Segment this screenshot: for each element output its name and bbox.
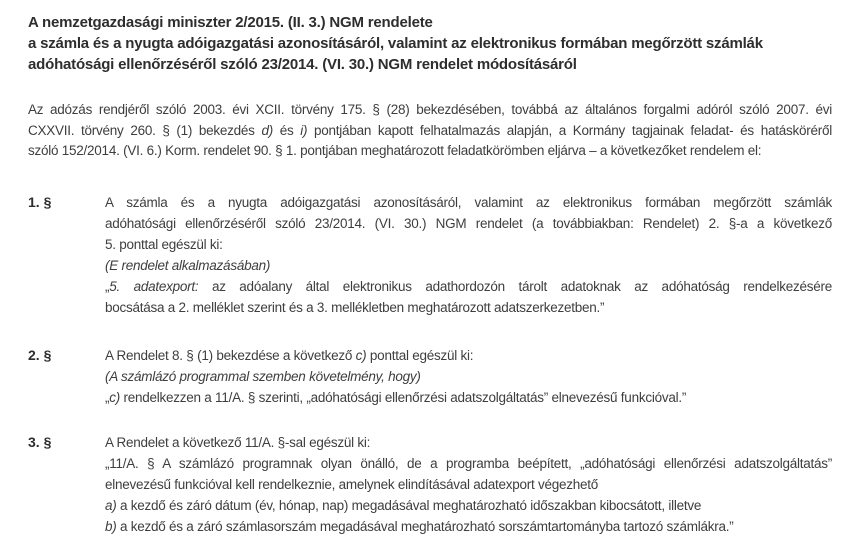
text-line bbox=[28, 121, 832, 142]
section-body bbox=[105, 432, 832, 537]
text-segment: A Rendelet 8. § (1) bekezdése a következő bbox=[105, 347, 356, 363]
text-segment-italic: (E rendelet alkalmazásában) bbox=[105, 257, 271, 273]
text-segment: CXXVII. törvény 260. § (1) bekezdés bbox=[28, 122, 262, 138]
doc-title bbox=[28, 12, 832, 75]
text-line bbox=[105, 366, 832, 387]
text-segment-italic: (A számlázó programmal szemben követelmény, hogy) bbox=[105, 368, 421, 384]
text-segment: rendelkezzen a 11/A. § szerinti, „adóhatósági ellenőrzési adatszolgáltatás” elnevezésű funkcióval.” bbox=[120, 389, 687, 405]
preamble-paragraph bbox=[28, 100, 832, 162]
section-body bbox=[105, 345, 832, 408]
section-number: 3. § bbox=[28, 433, 52, 450]
text-segment: a kezdő és záró dátum (év, hónap, nap) megadásával meghatározható időszakban kibocsátott, illetve bbox=[116, 497, 702, 513]
doc-title-line: A nemzetgazdasági miniszter 2/2015. (II. 3.) NGM rendelete bbox=[28, 14, 433, 31]
text-line bbox=[105, 453, 832, 474]
doc-title-line: adóhatósági ellenőrzéséről szóló 23/2014. (VI. 30.) NGM rendelet módosításáról bbox=[28, 56, 577, 73]
text-segment: „ bbox=[105, 278, 110, 294]
section-3 bbox=[28, 432, 832, 537]
text-segment-italic: i) bbox=[300, 122, 308, 138]
text-segment: adóhatósági ellenőrzéséről szóló 23/2014. (VI. 30.) NGM rendelet (a továbbiakban: Rendelet) 2. §-a a következő bbox=[105, 215, 832, 231]
text-segment: Az adózás rendjéről szóló 2003. évi XCII. törvény 175. § (28) bekezdésében, továbbá az általános forgalmi adóról szóló 2007. évi bbox=[28, 102, 832, 117]
text-line bbox=[28, 141, 832, 162]
text-segment: 5. ponttal egészül ki: bbox=[105, 236, 223, 252]
text-segment: elnevezésű funkcióval kell rendelkeznie, amelynek elindításával adatexport végezhető bbox=[105, 476, 599, 492]
text-line bbox=[105, 297, 832, 318]
text-segment-italic: c) bbox=[355, 347, 367, 363]
text-line bbox=[105, 432, 832, 453]
text-segment-italic: b) bbox=[105, 518, 117, 534]
text-segment: „ bbox=[105, 389, 110, 405]
text-segment-italic: d) bbox=[261, 122, 273, 138]
text-line bbox=[105, 213, 832, 234]
text-segment: A számla és a nyugta adóigazgatási azonosításáról, valamint az elektronikus formában megőrzött számlák bbox=[105, 194, 832, 210]
text-segment: az adóalany által elektronikus adathordozón tárolt adatoknak az adóhatóság rendelkezésére bbox=[198, 278, 833, 294]
text-segment: „11/A. § A számlázó programnak olyan önálló, de a programba beépített, „adóhatósági ellenőrzési adatszolgáltatás” bbox=[105, 455, 832, 471]
text-line bbox=[28, 100, 832, 121]
text-line bbox=[105, 516, 832, 537]
text-line bbox=[105, 255, 832, 276]
text-segment: ponttal egészül ki: bbox=[366, 347, 474, 363]
text-segment: bocsátása a 2. melléklet szerint és a 3. mellékletben meghatározott adatszerkezetben.” bbox=[105, 299, 605, 315]
section-body bbox=[105, 192, 832, 318]
text-line bbox=[105, 387, 832, 408]
text-segment-italic: 5. adatexport: bbox=[109, 278, 199, 294]
section-1 bbox=[28, 192, 832, 318]
text-segment: A Rendelet a következő 11/A. §-sal egészül ki: bbox=[105, 434, 371, 450]
text-segment: szóló 152/2014. (VI. 6.) Korm. rendelet 90. § 1. pontjában meghatározott feladatkörömben eljárva – a következőket rendelem el: bbox=[28, 143, 762, 158]
text-segment-italic: a) bbox=[105, 497, 117, 513]
text-line bbox=[105, 495, 832, 516]
text-line bbox=[105, 192, 832, 213]
section-2 bbox=[28, 345, 832, 408]
text-segment-italic: c) bbox=[109, 389, 120, 405]
text-segment: a kezdő és a záró számlasorszám megadásával meghatározható sorszámtartományba tartozó számlákra.” bbox=[116, 518, 734, 534]
text-line bbox=[105, 474, 832, 495]
doc-title-line: a számla és a nyugta adóigazgatási azonosításáról, valamint az elektronikus formában megőrzött számlák bbox=[28, 35, 763, 52]
text-line bbox=[105, 234, 832, 255]
text-segment: és bbox=[272, 122, 301, 138]
text-line bbox=[105, 345, 832, 366]
section-number: 1. § bbox=[28, 193, 52, 210]
text-segment: pontjában kapott felhatalmazás alapján, a Kormány tagjainak feladat- és hatásköréről bbox=[307, 122, 832, 138]
text-line bbox=[105, 276, 832, 297]
section-number: 2. § bbox=[28, 346, 52, 363]
